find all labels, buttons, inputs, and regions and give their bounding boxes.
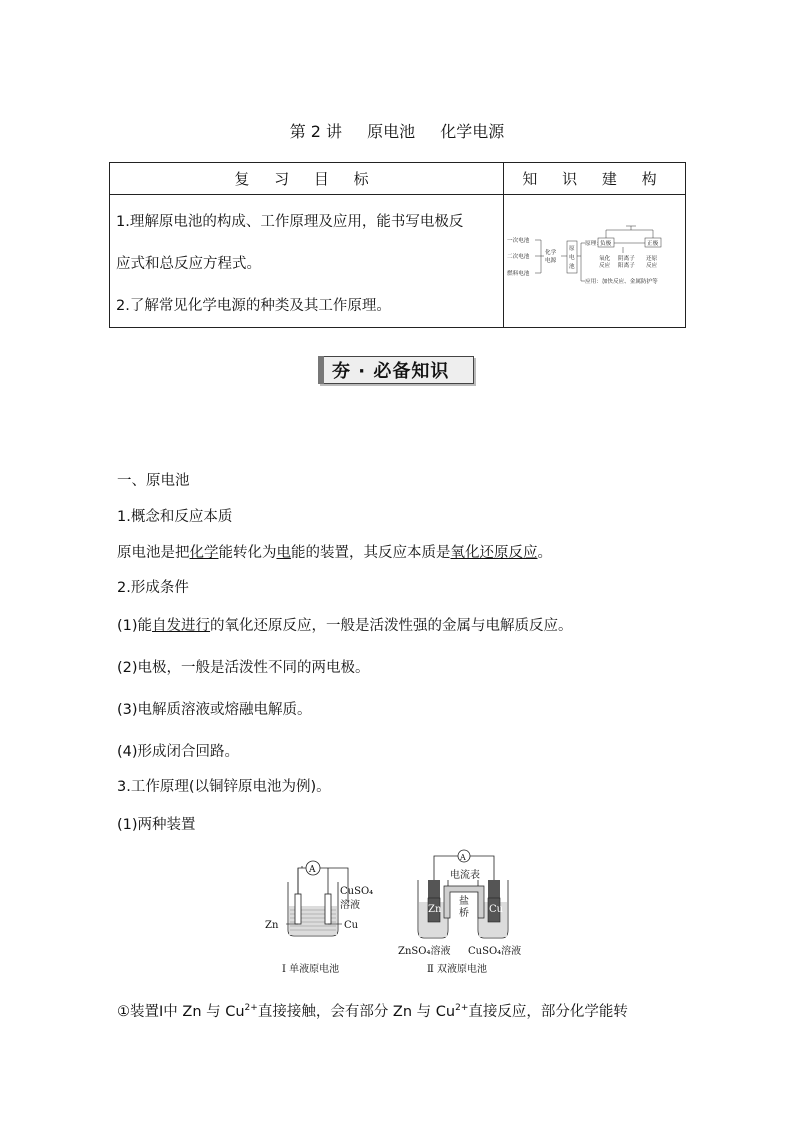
map-mid-2: 电源 [544,258,556,264]
map-application: 应用：加快反应、金属防护等 [584,279,658,285]
goal-1-line-2: 应式和总反应方程式。 [116,256,261,272]
knowledge-map-header: 知 识 建 构 [504,163,686,195]
map-negative-electrode: 负极 [599,241,611,247]
label-cu-2: Cu [489,904,504,915]
condition-3: (3)电解质溶液或熔融电解质。 [117,702,312,718]
map-left-2: 二次电池 [506,254,529,260]
map-principle: 原理： [584,241,602,247]
caption-double-cell: Ⅱ 双液原电池 [427,964,487,975]
banner-bar [318,356,324,384]
map-reaction-1: 反应 [598,263,610,269]
map-yuan: 原 [568,246,575,252]
paragraph-concept [117,541,552,562]
condition-2: (2)电极，一般是活泼性不同的两电极。 [117,660,370,676]
concept-text-e: 能的装置，其反应本质是 [291,545,451,561]
condition-1-blank: 自发进行 [152,618,211,634]
concept-text-c: 能转化为 [218,545,277,561]
charge-superscript-1: 2+ [244,1003,258,1014]
label-zn-2: Zn [428,904,442,915]
single-cell-apparatus [286,861,348,936]
label-cuso4-1: CuSO₄ [340,886,374,897]
charge-superscript-2: 2+ [455,1003,469,1014]
galvanic-cell-figure [262,846,542,982]
map-chi: 池 [568,264,575,270]
ammeter-symbol-1: A [309,865,316,875]
map-cation: 阳离子 [617,263,635,269]
map-dian: 电 [568,255,575,261]
review-goals-cell [110,195,504,328]
review-goals-header: 复 习 目 标 [110,163,504,195]
lecture-number: 第 2 讲 [289,122,343,141]
concept-text-a: 原电池是把 [117,545,190,561]
heading-concept: 1.概念和反应本质 [117,509,233,525]
banner-title: 夯 · 必备知识 [332,361,450,382]
label-solution-1: 溶液 [340,900,360,911]
heading-principle: 3.工作原理(以铜锌原电池为例)。 [117,779,331,795]
paragraph-device-1 [117,1000,628,1021]
condition-4: (4)形成闭合回路。 [117,744,240,760]
label-salt: 盐 [459,896,469,907]
review-goals-table [109,162,686,328]
map-positive-electrode: 正极 [646,241,658,247]
device-1-text-c: 直接反应，部分化学能转 [468,1004,628,1020]
label-cu-1: Cu [344,920,359,931]
heading-two-devices: (1)两种装置 [117,817,196,833]
ammeter-symbol-2: A [460,853,466,862]
knowledge-map-diagram [505,223,685,295]
map-oxidation: 氧化 [598,256,610,262]
condition-1-c: 的氧化还原反应，一般是活泼性强的金属与电解质反应。 [210,618,573,634]
title-topic-1: 原电池 [367,122,416,141]
condition-1-a: (1)能 [117,618,153,634]
label-bridge: 桥 [459,908,469,919]
section-banner [318,356,474,384]
map-reaction-2: 反应 [645,263,657,269]
map-mid-1: 化学 [544,250,556,256]
knowledge-map-cell [504,195,686,328]
map-left-1: 一次电池 [506,238,529,244]
concept-blank-redox: 氧化还原反应 [450,545,538,561]
title-topic-2: 化学电源 [440,122,505,141]
map-left-3: 燃料电池 [506,271,529,277]
device-1-text-a: ①装置Ⅰ中 Zn 与 Cu [117,1004,245,1020]
goal-1-line-1: 1.理解原电池的构成、工作原理及应用，能书写电极反 [116,214,464,230]
condition-1 [117,614,573,635]
device-1-text-b: 直接接触，会有部分 Zn 与 Cu [257,1004,456,1020]
concept-blank-chemical: 化学 [189,545,219,561]
label-znso4-solution: ZnSO₄溶液 [398,946,451,957]
heading-conditions: 2.形成条件 [117,580,189,596]
label-zn-1: Zn [265,920,279,931]
concept-text-g: 。 [537,545,552,561]
label-cuso4-solution: CuSO₄溶液 [468,946,522,957]
label-ammeter: 电流表 [450,870,480,881]
caption-single-cell: Ⅰ 单液原电池 [282,964,340,975]
goal-2: 2.了解常见化学电源的种类及其工作原理。 [116,298,391,314]
page-title [0,119,794,142]
map-anion: 阴离子 [617,256,635,262]
concept-blank-electric: 电 [276,545,291,561]
double-cell-apparatus [418,850,508,938]
map-reduction: 还原 [645,256,657,262]
section-heading-primary-cell: 一、原电池 [117,473,190,489]
